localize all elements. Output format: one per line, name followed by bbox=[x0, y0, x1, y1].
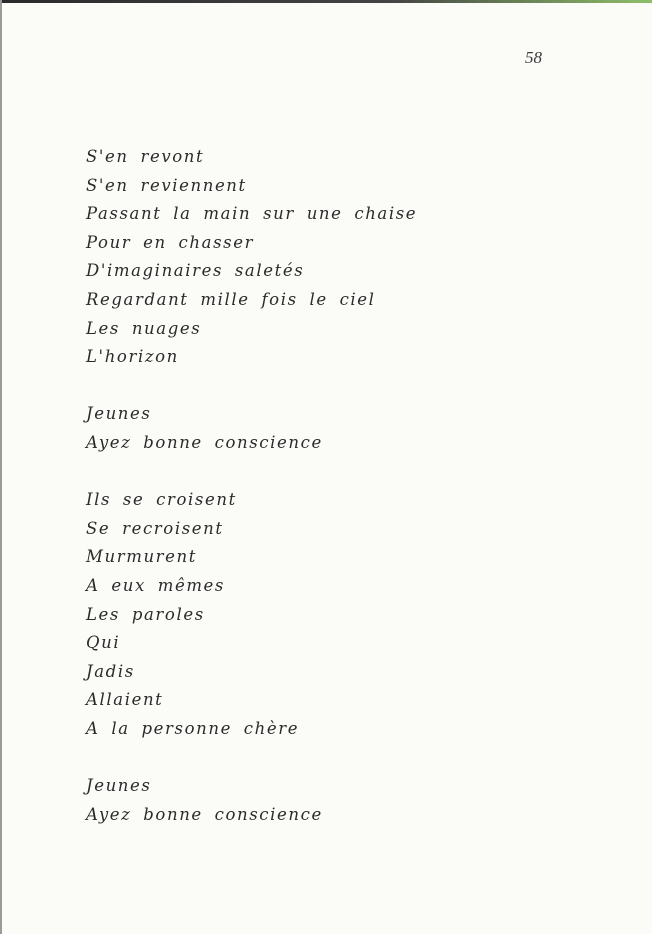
stanza-2 bbox=[86, 400, 417, 457]
poem-line: S'en revont bbox=[86, 147, 205, 166]
poem-line: D'imaginaires saletés bbox=[86, 261, 305, 281]
poem-line: Se recroisent bbox=[86, 518, 224, 538]
poem-line: Regardant mille fois le ciel bbox=[86, 289, 376, 309]
poem-line: Allaient bbox=[86, 690, 164, 710]
poem-line: Murmurent bbox=[86, 547, 197, 567]
poem-line: Ayez bonne conscience bbox=[86, 432, 323, 452]
poem-line: Les paroles bbox=[86, 604, 205, 624]
poem-line: Ils se croisent bbox=[86, 490, 237, 510]
poem-line: Jeunes bbox=[86, 404, 152, 424]
poem-line: Qui bbox=[86, 633, 121, 653]
page-number: 58 bbox=[525, 48, 542, 67]
stanza-4 bbox=[86, 772, 417, 829]
poem-line: L'horizon bbox=[86, 347, 179, 367]
poem-line: A la personne chère bbox=[86, 718, 300, 738]
stanza-3 bbox=[86, 486, 417, 743]
page-left-edge bbox=[0, 0, 2, 934]
poem-line: Ayez bonne conscience bbox=[86, 804, 323, 824]
stanza-1 bbox=[86, 143, 417, 372]
poem-line: Jadis bbox=[86, 661, 135, 681]
poem-line: Passant la main sur une chaise bbox=[86, 204, 418, 224]
poem-line: S'en reviennent bbox=[86, 175, 247, 195]
poem-line: Pour en chasser bbox=[86, 232, 255, 252]
page-top-edge bbox=[0, 0, 652, 3]
poem-line: A eux mêmes bbox=[86, 575, 225, 595]
poem bbox=[86, 143, 417, 858]
poem-line: Jeunes bbox=[86, 776, 152, 796]
poem-line: Les nuages bbox=[86, 318, 202, 338]
